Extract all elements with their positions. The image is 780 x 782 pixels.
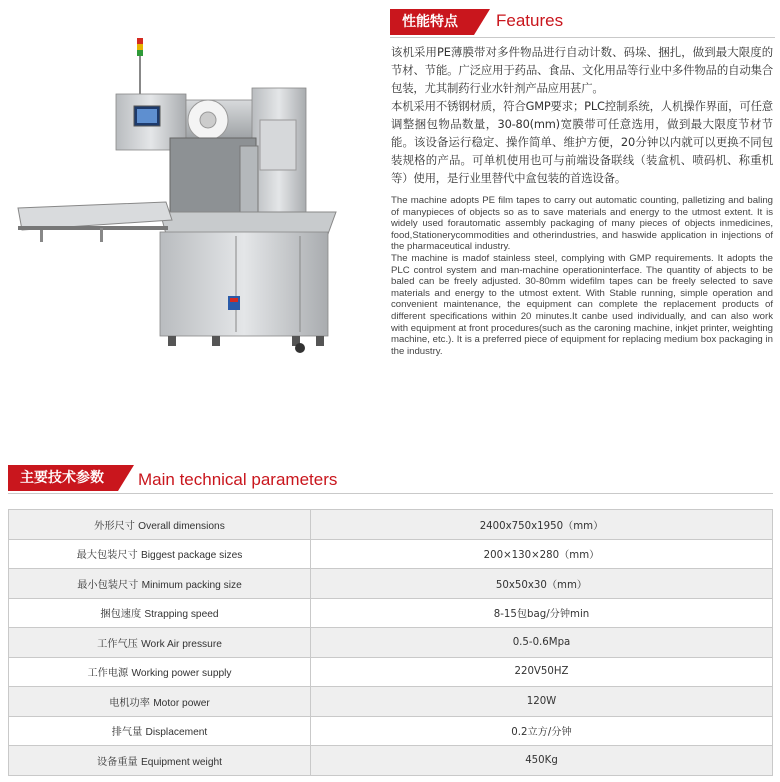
param-label <box>9 510 311 540</box>
param-label <box>9 539 311 569</box>
param-label-zh: 捆包速度 <box>100 609 142 621</box>
param-label-en: Working power supply <box>131 668 232 680</box>
param-label-zh: 外形尺寸 <box>94 520 135 532</box>
param-label <box>9 687 311 717</box>
param-label <box>9 569 311 599</box>
product-image <box>10 36 340 376</box>
table-row <box>9 657 773 687</box>
param-label-en: Overall dimensions <box>138 520 225 532</box>
table-row <box>9 598 773 628</box>
features-title-en: Features <box>496 11 564 30</box>
param-value: 50x50x30（mm） <box>311 569 773 599</box>
param-value: 8-15包bag/分钟min <box>311 598 773 628</box>
param-label-en: Minimum packing size <box>141 579 242 591</box>
features-divider <box>390 37 775 38</box>
table-row <box>9 746 773 776</box>
param-label-zh: 最小包装尺寸 <box>77 579 139 591</box>
param-label <box>9 598 311 628</box>
param-value: 0.5-0.6Mpa <box>311 628 773 658</box>
param-value: 0.2立方/分钟 <box>311 716 773 746</box>
features-en-paragraph: The machine is madof stainless steel, complying with GMP requirements. It adopts the PLC control system and man-machine operationinterface. The quantity of abjects to be baled can be freely adjusted. 30-80mm widefilm tapes can be freely selected to save materials and energy to the utmost extent. With Stable running, simple operation and convenient maintenance, the equipment can complete the replacement products of different specifications within 20 minutes.It canbe used individually, and can also work with equipment at front procedures(such as the caroning machine, inkjet printer, weighting machine, etc.). It is a preferred piece of equipment for replacing medium box packaging in the industry. <box>391 252 773 357</box>
parameters-title-en: Main technical parameters <box>138 470 338 489</box>
table-row <box>9 569 773 599</box>
param-label <box>9 657 311 687</box>
features-body <box>391 43 773 357</box>
param-value: 220V50HZ <box>311 657 773 687</box>
features-zh-paragraph: 该机采用PE薄膜带对多件物品进行自动计数、码垛、捆扎，做到最大限度的节材、节能。广泛应用于药品、食品、文化用品等行业中多件物品的自动集合包装，尤其制药行业水针剂产品应用甚广。 <box>391 45 773 95</box>
table-row <box>9 716 773 746</box>
param-label <box>9 628 311 658</box>
param-value: 450Kg <box>311 746 773 776</box>
param-value: 2400x750x1950（mm） <box>311 510 773 540</box>
param-label-en: Motor power <box>153 697 210 709</box>
param-value: 120W <box>311 687 773 717</box>
table-row <box>9 510 773 540</box>
parameters-table <box>8 509 773 776</box>
param-label-zh: 电机功率 <box>109 697 150 709</box>
features-title-zh: 性能特点 <box>390 9 474 35</box>
param-label-zh: 设备重量 <box>97 756 138 768</box>
param-label-zh: 最大包装尺寸 <box>76 550 138 562</box>
parameters-divider <box>8 493 773 494</box>
table-row <box>9 687 773 717</box>
features-header <box>390 9 775 35</box>
parameters-title-zh: 主要技术参数 <box>8 465 118 491</box>
parameters-header <box>8 465 773 491</box>
param-label-en: Strapping speed <box>144 609 219 621</box>
features-en-paragraph: The machine adopts PE film tapes to carry out automatic counting, palletizing and baling of manypieces of objects so as to save materials and energy to the utmost extent. It is widely used forautomatic assembly packaging of many pieces of objects inmedicines, food,Stationerycommodities and otherindustries, and haswide application in injections of the pharmaceutical industry. <box>391 195 773 253</box>
param-label <box>9 746 311 776</box>
param-label-zh: 工作气压 <box>97 638 138 650</box>
param-label-en: Equipment weight <box>141 756 222 768</box>
param-label-en: Biggest package sizes <box>141 550 243 562</box>
param-label-zh: 排气量 <box>111 727 143 739</box>
param-value: 200×130×280（mm） <box>311 539 773 569</box>
features-zh-paragraph: 本机采用不锈钢材质，符合GMP要求；PLC控制系统，人机操作界面，可任意调整捆包物品数量，30-80(mm)宽膜带可任意选用，做到最大限度节材节能。该设备运行稳定、操作简单、维护方便，20分钟以内就可以更换不同包装规格的产品。可单机使用也可与前端设备联线（装盒机、喷码机、称重机等）使用，是行业里替代中盒包装的首选设备。 <box>391 99 773 185</box>
signal-tower <box>137 38 143 96</box>
param-label-en: Displacement <box>145 727 208 739</box>
table-row <box>9 539 773 569</box>
param-label <box>9 716 311 746</box>
param-label-en: Work Air pressure <box>141 638 222 650</box>
param-label-zh: 工作电源 <box>87 668 129 680</box>
table-row <box>9 628 773 658</box>
